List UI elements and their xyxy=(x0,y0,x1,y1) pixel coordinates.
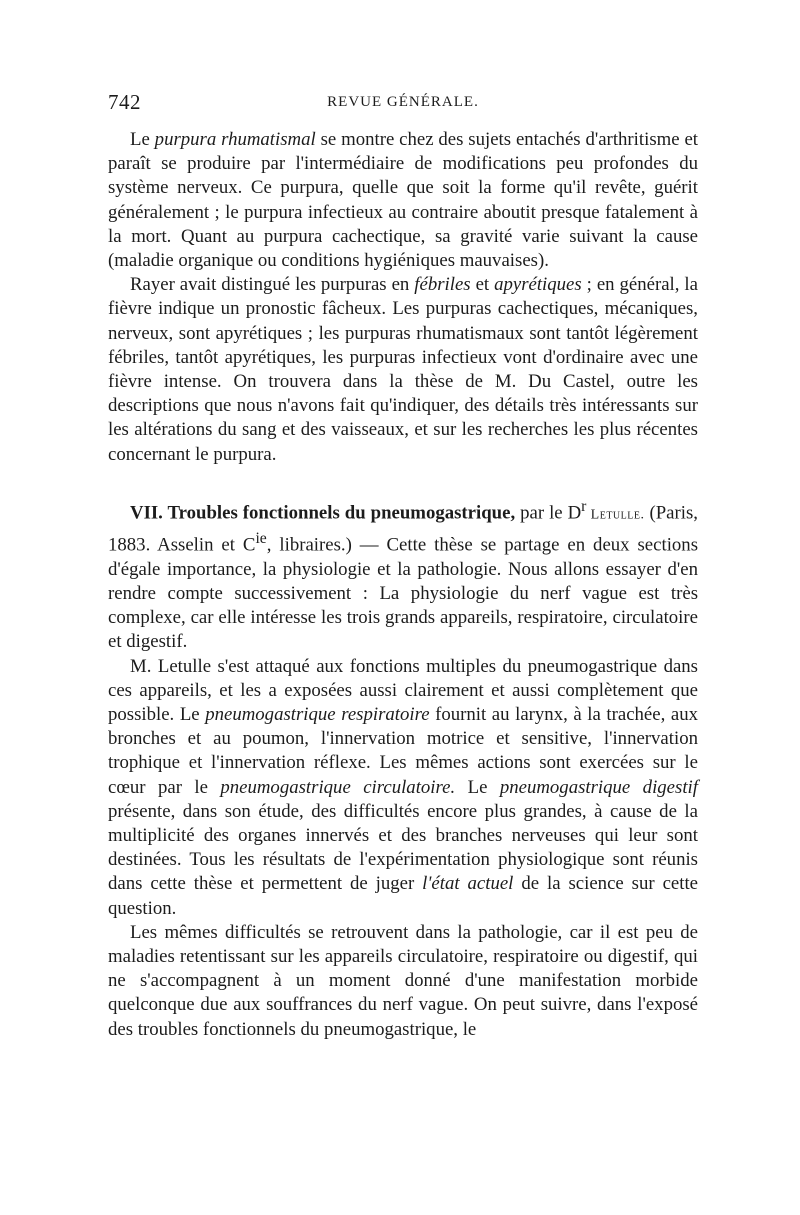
text-run: présente, dans son étude, des difficultés encore plus grandes, à cause de la multiplicité des organes innervés et des branches nerveuses qui leur sont destinées. Tous les résultats de l'expérimentation physiologique sont réunis dans cette thèse et permettent de juger xyxy=(108,800,698,895)
paragraph-section-vii xyxy=(108,495,698,655)
text-run: M. Letulle s'est attaqué aux fonctions multiples du pneumogastrique dans ces appareils, et les a exposées aussi clairement et aussi complètement que possible. Le xyxy=(108,655,698,725)
superscript: r xyxy=(581,497,587,515)
page-number: 742 xyxy=(108,90,141,114)
italic-term: pneumogastrique respiratoire xyxy=(205,704,430,725)
superscript: ie xyxy=(255,530,267,548)
text-run: par le D xyxy=(515,502,582,524)
italic-term: pneumogastrique circulatoire. xyxy=(220,776,456,798)
italic-term: l'état actuel xyxy=(422,873,514,895)
page-header xyxy=(108,90,698,120)
author-name: Letulle. xyxy=(586,507,645,523)
text-run: fournit au larynx, à la trachée, aux bronches et au poumon, l'innervation motrice et sensitive, l'innervation trophique et l'innervation réflexe. Les mêmes actions sont exercées sur le cœur par le xyxy=(108,704,698,798)
text-run: Rayer avait distingué les purpuras en xyxy=(130,274,415,296)
text-run: Le xyxy=(455,776,500,798)
running-title: REVUE GÉNÉRALE. xyxy=(327,94,479,110)
text-run: de la science sur cette question. xyxy=(108,873,699,919)
paragraph-rayer xyxy=(108,273,698,467)
italic-term: purpura rhumatismal xyxy=(154,129,316,150)
italic-term: fébriles xyxy=(414,274,471,296)
text-run: , libraires.) — Cette thèse se partage en deux sections d'égale importance, la physiologie et la pathologie. Nous allons essayer d'en rendre compte successivement : La physiologie du nerf vague est très complexe, car elle intéresse les trois grands appareils, respiratoire, circulatoire et digestif. xyxy=(108,534,699,653)
text-run: et xyxy=(470,274,495,296)
text-run: (Paris, 1883. Asselin et C xyxy=(108,502,698,556)
text-run: Les mêmes difficultés se retrouvent dans la pathologie, car il est peu de maladies retentissant sur les appareils circulatoire, respiratoire ou digestif, qui ne s'accompagnent à un moment donné d'une manifestation morbide quelconque due aux souffrances du nerf vague. On peut suivre, dans l'exposé des troubles fonctionnels du pneumogastrique, le xyxy=(108,921,698,1040)
paragraph-purpura-rhumatismal xyxy=(108,128,698,273)
body-text xyxy=(108,128,698,1042)
text-run: Le xyxy=(130,129,155,150)
text-run: se montre chez des sujets entachés d'arthritisme et paraît se produire par l'intermédiaire de modifications peu profondes du système nerveux. Ce purpura, quelle que soit la forme qu'il revête, guérit généralement ; le purpura infectieux au contraire aboutit presque fatalement à la mort. Quant au purpura cachectique, sa gravité varie suivant la cause (maladie organique ou conditions hygiéniques mauvaises). xyxy=(108,129,698,272)
text-run: ; en général, la fièvre indique un pronostic fâcheux. Les purpuras cachectiques, mécaniques, nerveux, sont apyrétiques ; les purpuras rhumatismaux sont tantôt légèrement fébriles, tantôt apyrétiques, les purpuras infectieux vont d'ordinaire avec une fièvre intense. On trouvera dans la thèse de M. Du Castel, outre les descriptions que nous n'avons fait qu'indiquer, des détails très intéressants sur les altérations du sang et des vaisseaux, et sur les recherches les plus récentes concernant le purpura. xyxy=(108,274,698,465)
section-gap xyxy=(108,467,698,495)
italic-term: pneumogastrique digestif xyxy=(499,776,698,798)
paragraph-pathologie xyxy=(108,921,698,1042)
paragraph-letulle xyxy=(108,655,698,921)
italic-term: apyrétiques xyxy=(494,274,582,296)
section-heading: VII. Troubles fonctionnels du pneumogastrique, xyxy=(130,502,516,524)
